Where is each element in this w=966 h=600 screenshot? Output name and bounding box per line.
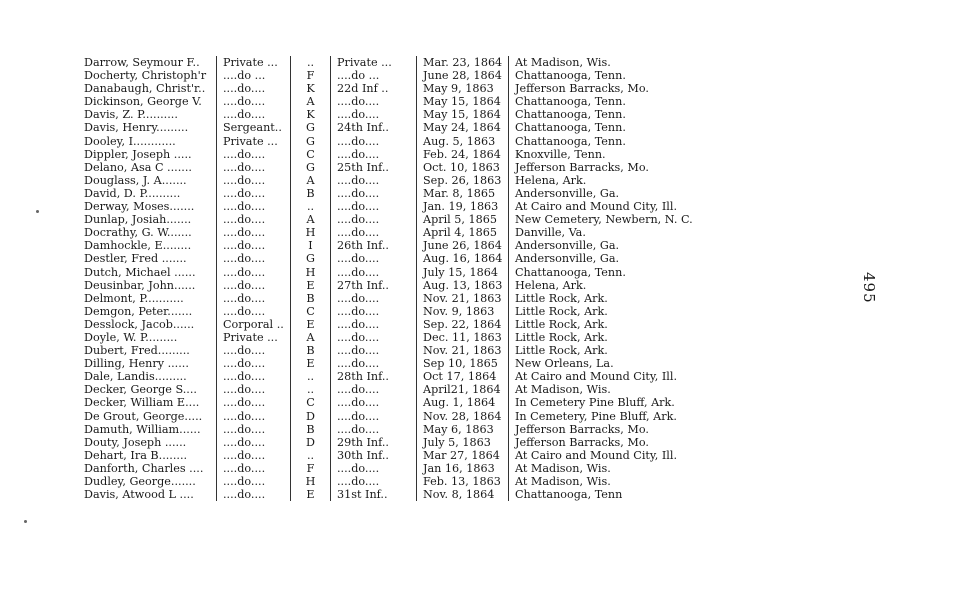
table-row (84, 410, 718, 423)
rank-cell: ....do ... (216, 69, 290, 82)
place-of-burial-cell: At Madison, Wis. (508, 475, 718, 488)
place-of-burial-cell: Little Rock, Ark. (508, 318, 718, 331)
rank-cell: ....do.... (216, 187, 290, 200)
company-cell: K (290, 82, 330, 95)
company-cell: .. (290, 370, 330, 383)
date-of-death-cell: Sep 10, 1865 (416, 357, 508, 370)
company-cell: D (290, 436, 330, 449)
soldier-name-cell: Davis, Z. P.......... (84, 108, 178, 122)
table-row (84, 305, 718, 318)
date-of-death-cell: Sep. 26, 1863 (416, 174, 508, 187)
regiment-cell: 26th Inf.. (330, 239, 416, 252)
regiment-cell: ....do.... (330, 344, 416, 357)
rank-cell: ....do.... (216, 344, 290, 357)
table-row (84, 252, 718, 265)
soldier-name-cell: Davis, Atwood L .... (84, 488, 194, 502)
soldier-name-cell: Decker, George S.... (84, 383, 197, 397)
soldier-name-cell: Dutch, Michael ...... (84, 265, 196, 279)
date-of-death-cell: Feb. 24, 1864 (416, 148, 508, 161)
rank-cell: ....do.... (216, 108, 290, 121)
place-of-burial-cell: At Madison, Wis. (508, 56, 718, 69)
table-row (84, 213, 718, 226)
regiment-cell: ....do.... (330, 305, 416, 318)
rank-cell: ....do.... (216, 292, 290, 305)
soldier-name-cell: Delano, Asa C ....... (84, 160, 192, 174)
place-of-burial-cell: Chattanooga, Tenn. (508, 108, 718, 121)
rank-cell: ....do.... (216, 239, 290, 252)
company-cell: E (290, 279, 330, 292)
regiment-cell: ....do.... (330, 383, 416, 396)
rank-cell: ....do.... (216, 423, 290, 436)
rank-cell: ....do.... (216, 357, 290, 370)
soldier-name-cell: Docherty, Christoph'r (84, 69, 207, 83)
date-of-death-cell: April 4, 1865 (416, 226, 508, 239)
rank-cell: ....do.... (216, 161, 290, 174)
rank-cell: ....do.... (216, 383, 290, 396)
table-row (84, 226, 718, 239)
company-cell: C (290, 148, 330, 161)
date-of-death-cell: Aug. 1, 1864 (416, 396, 508, 409)
table-row (84, 370, 718, 383)
table-row (84, 318, 718, 331)
date-of-death-cell: Nov. 21, 1863 (416, 292, 508, 305)
regiment-cell: ....do.... (330, 226, 416, 239)
regiment-cell: ....do.... (330, 266, 416, 279)
rank-cell: ....do.... (216, 436, 290, 449)
rank-cell: ....do.... (216, 305, 290, 318)
soldier-name-cell: Demgon, Peter....... (84, 304, 193, 318)
place-of-burial-cell: New Orleans, La. (508, 357, 718, 370)
soldier-name-cell: Dale, Landis......... (84, 370, 187, 384)
regiment-cell: Private ... (330, 56, 416, 69)
regiment-cell: ....do ... (330, 69, 416, 82)
place-of-burial-cell: In Cemetery, Pine Bluff, Ark. (508, 410, 718, 423)
rank-cell: ....do.... (216, 266, 290, 279)
date-of-death-cell: July 15, 1864 (416, 266, 508, 279)
date-of-death-cell: May 15, 1864 (416, 108, 508, 121)
place-of-burial-cell: Jefferson Barracks, Mo. (508, 423, 718, 436)
company-cell: .. (290, 449, 330, 462)
regiment-cell: ....do.... (330, 331, 416, 344)
soldier-name-cell: De Grout, George..... (84, 409, 203, 423)
soldier-name-cell: Dehart, Ira B........ (84, 448, 188, 462)
table-row (84, 279, 718, 292)
date-of-death-cell: Jan. 19, 1863 (416, 200, 508, 213)
table-row (84, 200, 718, 213)
regiment-cell: ....do.... (330, 462, 416, 475)
company-cell: .. (290, 200, 330, 213)
date-of-death-cell: Aug. 16, 1864 (416, 252, 508, 265)
date-of-death-cell: Nov. 28, 1864 (416, 410, 508, 423)
company-cell: B (290, 187, 330, 200)
rank-cell: ....do.... (216, 396, 290, 409)
place-of-burial-cell: Danville, Va. (508, 226, 718, 239)
place-of-burial-cell: Jefferson Barracks, Mo. (508, 161, 718, 174)
date-of-death-cell: Mar. 23, 1864 (416, 56, 508, 69)
rank-cell: Corporal .. (216, 318, 290, 331)
soldier-name-cell: Doyle, W. P......... (84, 330, 178, 344)
company-cell: G (290, 121, 330, 134)
place-of-burial-cell: At Cairo and Mound City, Ill. (508, 370, 718, 383)
table-row (84, 266, 718, 279)
soldier-name-cell: Dilling, Henry ...... (84, 357, 189, 371)
company-cell: F (290, 462, 330, 475)
place-of-burial-cell: Little Rock, Ark. (508, 331, 718, 344)
place-of-burial-cell: Chattanooga, Tenn. (508, 266, 718, 279)
date-of-death-cell: Mar. 8, 1865 (416, 187, 508, 200)
date-of-death-cell: June 28, 1864 (416, 69, 508, 82)
soldier-name-cell: Danabaugh, Christ'r.. (84, 82, 206, 96)
regiment-cell: 30th Inf.. (330, 449, 416, 462)
soldier-name-cell: Douty, Joseph ...... (84, 435, 187, 449)
regiment-cell: ....do.... (330, 475, 416, 488)
date-of-death-cell: April 5, 1865 (416, 213, 508, 226)
regiment-cell: 27th Inf.. (330, 279, 416, 292)
company-cell: G (290, 161, 330, 174)
rank-cell: ....do.... (216, 95, 290, 108)
date-of-death-cell: Aug. 5, 1863 (416, 135, 508, 148)
company-cell: E (290, 318, 330, 331)
regiment-cell: ....do.... (330, 292, 416, 305)
place-of-burial-cell: Knoxville, Tenn. (508, 148, 718, 161)
rank-cell: ....do.... (216, 370, 290, 383)
date-of-death-cell: Nov. 21, 1863 (416, 344, 508, 357)
place-of-burial-cell: Jefferson Barracks, Mo. (508, 82, 718, 95)
date-of-death-cell: Sep. 22, 1864 (416, 318, 508, 331)
rank-cell: ....do.... (216, 475, 290, 488)
place-of-burial-cell: In Cemetery Pine Bluff, Ark. (508, 396, 718, 409)
date-of-death-cell: Feb. 13, 1863 (416, 475, 508, 488)
regiment-cell: ....do.... (330, 108, 416, 121)
table-row (84, 488, 718, 501)
soldier-name-cell: Decker, William E.... (84, 396, 200, 410)
company-cell: K (290, 108, 330, 121)
company-cell: C (290, 305, 330, 318)
table-row (84, 108, 718, 121)
regiment-cell: 29th Inf.. (330, 436, 416, 449)
burial-roll-table (84, 56, 718, 501)
company-cell: A (290, 95, 330, 108)
rank-cell: Sergeant.. (216, 121, 290, 134)
soldier-name-cell: Dickinson, George V. (84, 95, 202, 109)
regiment-cell: 22d Inf .. (330, 82, 416, 95)
table-row (84, 396, 718, 409)
company-cell: F (290, 69, 330, 82)
scan-speck (36, 210, 39, 213)
soldier-name-cell: Danforth, Charles .... (84, 461, 204, 475)
company-cell: A (290, 174, 330, 187)
company-cell: H (290, 475, 330, 488)
date-of-death-cell: June 26, 1864 (416, 239, 508, 252)
soldier-name-cell: Damhockle, E........ (84, 239, 192, 253)
company-cell: H (290, 226, 330, 239)
date-of-death-cell: Aug. 13, 1863 (416, 279, 508, 292)
rank-cell: ....do.... (216, 279, 290, 292)
place-of-burial-cell: At Cairo and Mound City, Ill. (508, 200, 718, 213)
page-number: 495 (860, 272, 878, 304)
company-cell: .. (290, 383, 330, 396)
table-row (84, 56, 718, 69)
place-of-burial-cell: New Cemetery, Newbern, N. C. (508, 213, 718, 226)
rank-cell: ....do.... (216, 226, 290, 239)
table-row (84, 135, 718, 148)
rank-cell: ....do.... (216, 449, 290, 462)
rank-cell: ....do.... (216, 462, 290, 475)
table-row (84, 95, 718, 108)
date-of-death-cell: May 15, 1864 (416, 95, 508, 108)
soldier-name-cell: Dudley, George....... (84, 475, 196, 488)
rank-cell: ....do.... (216, 148, 290, 161)
date-of-death-cell: May 6, 1863 (416, 423, 508, 436)
company-cell: D (290, 410, 330, 423)
soldier-name-cell: Dooley, I............ (84, 134, 176, 148)
company-cell: B (290, 292, 330, 305)
table-row (84, 331, 718, 344)
table-row (84, 148, 718, 161)
company-cell: G (290, 135, 330, 148)
soldier-name-cell: Deusinbar, John...... (84, 278, 196, 292)
company-cell: G (290, 252, 330, 265)
table-row (84, 423, 718, 436)
scan-speck (24, 520, 27, 523)
regiment-cell: ....do.... (330, 200, 416, 213)
soldier-name-cell: Damuth, William...... (84, 422, 201, 436)
company-cell: A (290, 331, 330, 344)
company-cell: E (290, 488, 330, 501)
table-row (84, 344, 718, 357)
rank-cell: ....do.... (216, 82, 290, 95)
table-row (84, 187, 718, 200)
date-of-death-cell: May 9, 1863 (416, 82, 508, 95)
place-of-burial-cell: Little Rock, Ark. (508, 305, 718, 318)
date-of-death-cell: Oct 17, 1864 (416, 370, 508, 383)
rank-cell: ....do.... (216, 200, 290, 213)
company-cell: .. (290, 56, 330, 69)
place-of-burial-cell: Chattanooga, Tenn (508, 488, 718, 501)
table-row (84, 239, 718, 252)
date-of-death-cell: Dec. 11, 1863 (416, 331, 508, 344)
rank-cell: ....do.... (216, 213, 290, 226)
rank-cell: ....do.... (216, 488, 290, 501)
date-of-death-cell: Mar 27, 1864 (416, 449, 508, 462)
soldier-name-cell: Dubert, Fred......... (84, 344, 190, 358)
regiment-cell: ....do.... (330, 357, 416, 370)
rank-cell: Private ... (216, 331, 290, 344)
date-of-death-cell: Nov. 9, 1863 (416, 305, 508, 318)
company-cell: C (290, 396, 330, 409)
place-of-burial-cell: Helena, Ark. (508, 174, 718, 187)
date-of-death-cell: Nov. 8, 1864 (416, 488, 508, 501)
rank-cell: ....do.... (216, 252, 290, 265)
place-of-burial-cell: Andersonville, Ga. (508, 252, 718, 265)
table-row (84, 462, 718, 475)
table-row (84, 436, 718, 449)
regiment-cell: ....do.... (330, 135, 416, 148)
regiment-cell: 25th Inf.. (330, 161, 416, 174)
soldier-name-cell: Dunlap, Josiah....... (84, 213, 192, 227)
company-cell: I (290, 239, 330, 252)
regiment-cell: ....do.... (330, 410, 416, 423)
table-row (84, 357, 718, 370)
company-cell: B (290, 423, 330, 436)
regiment-cell: ....do.... (330, 423, 416, 436)
date-of-death-cell: April21, 1864 (416, 383, 508, 396)
regiment-cell: ....do.... (330, 187, 416, 200)
soldier-name-cell: Delmont, P........... (84, 291, 184, 305)
regiment-cell: ....do.... (330, 318, 416, 331)
table-row (84, 383, 718, 396)
table-row (84, 69, 718, 82)
regiment-cell: ....do.... (330, 95, 416, 108)
date-of-death-cell: July 5, 1863 (416, 436, 508, 449)
soldier-name-cell: David, D. P.......... (84, 186, 181, 200)
table-row (84, 292, 718, 305)
company-cell: E (290, 357, 330, 370)
table-row (84, 82, 718, 95)
rank-cell: ....do.... (216, 410, 290, 423)
table-row (84, 449, 718, 462)
place-of-burial-cell: Little Rock, Ark. (508, 292, 718, 305)
date-of-death-cell: May 24, 1864 (416, 121, 508, 134)
soldier-name-cell: Desslock, Jacob...... (84, 317, 195, 331)
place-of-burial-cell: Little Rock, Ark. (508, 344, 718, 357)
place-of-burial-cell: Chattanooga, Tenn. (508, 69, 718, 82)
rank-cell: ....do.... (216, 174, 290, 187)
soldier-name-cell: Davis, Henry......... (84, 121, 189, 135)
regiment-cell: 24th Inf.. (330, 121, 416, 134)
place-of-burial-cell: At Madison, Wis. (508, 383, 718, 396)
soldier-name-cell: Darrow, Seymour F.. (84, 56, 200, 69)
regiment-cell: 28th Inf.. (330, 370, 416, 383)
place-of-burial-cell: Andersonville, Ga. (508, 187, 718, 200)
regiment-cell: ....do.... (330, 174, 416, 187)
table-row (84, 475, 718, 488)
company-cell: A (290, 213, 330, 226)
date-of-death-cell: Jan 16, 1863 (416, 462, 508, 475)
place-of-burial-cell: Chattanooga, Tenn. (508, 121, 718, 134)
soldier-name-cell: Douglass, J. A....... (84, 173, 187, 187)
table-row (84, 121, 718, 134)
place-of-burial-cell: At Madison, Wis. (508, 462, 718, 475)
regiment-cell: ....do.... (330, 396, 416, 409)
place-of-burial-cell: Chattanooga, Tenn. (508, 135, 718, 148)
soldier-name-cell: Derway, Moses....... (84, 200, 195, 214)
place-of-burial-cell: Chattanooga, Tenn. (508, 95, 718, 108)
soldier-name-cell: Destler, Fred ....... (84, 252, 187, 266)
rank-cell: Private ... (216, 135, 290, 148)
soldier-name-cell: Dippler, Joseph ..... (84, 147, 192, 161)
regiment-cell: ....do.... (330, 213, 416, 226)
table-row (84, 174, 718, 187)
table-row (84, 161, 718, 174)
soldier-name-cell: Docrathy, G. W....... (84, 226, 192, 240)
place-of-burial-cell: Helena, Ark. (508, 279, 718, 292)
company-cell: B (290, 344, 330, 357)
company-cell: H (290, 266, 330, 279)
place-of-burial-cell: At Cairo and Mound City, Ill. (508, 449, 718, 462)
date-of-death-cell: Oct. 10, 1863 (416, 161, 508, 174)
regiment-cell: ....do.... (330, 148, 416, 161)
regiment-cell: 31st Inf.. (330, 488, 416, 501)
place-of-burial-cell: Andersonville, Ga. (508, 239, 718, 252)
place-of-burial-cell: Jefferson Barracks, Mo. (508, 436, 718, 449)
regiment-cell: ....do.... (330, 252, 416, 265)
rank-cell: Private ... (216, 56, 290, 69)
